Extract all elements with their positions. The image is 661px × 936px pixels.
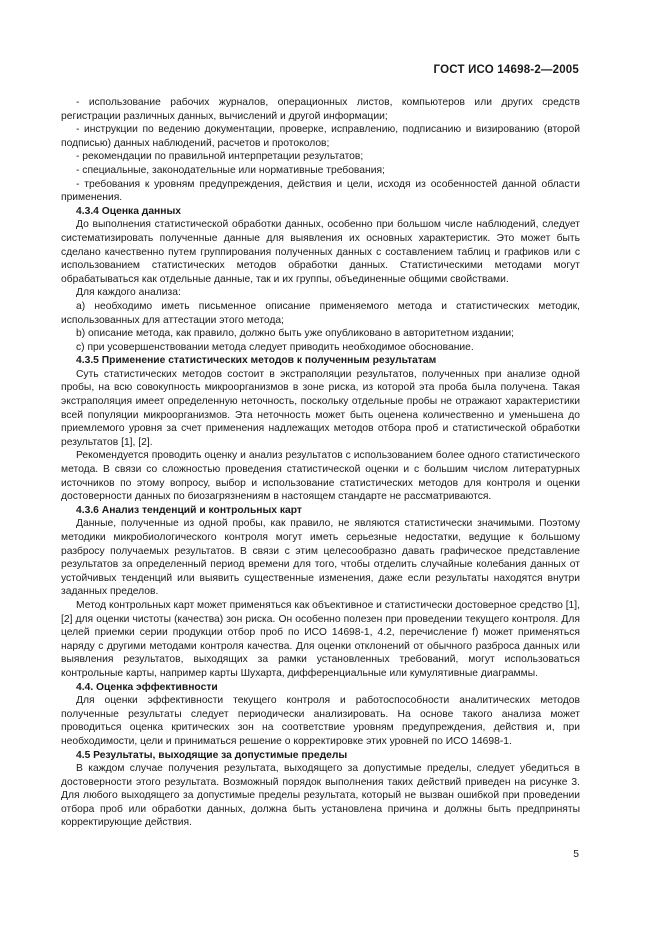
- page-number: 5: [573, 849, 579, 860]
- document-body: [61, 96, 580, 830]
- section-heading: 4.4. Оценка эффективности: [76, 681, 218, 693]
- paragraph: Суть статистических методов состоит в экстраполяции результатов, полученных при анализе одной пробы, на всю совокупность микроорганизмов в зоне риска, из которой эта проба была получена. Такая экстраполяция имеет определенную неточность, поскольку отдельные пробы не отражают характеристики всей популяции микроорганизмов. Эта неточность может быть оценена количественно и уменьшена до приемлемого уровня за счет применения надлежащих методов отбора проб и статистической обработки результатов [1], [2].: [61, 368, 580, 448]
- paragraph: - специальные, законодательные или нормативные требования;: [76, 164, 385, 176]
- paragraph: - инструкции по ведению документации, проверке, исправлению, подписанию и визированию (второй подписью) данных наблюдений, расчетов и протоколов;: [61, 124, 580, 149]
- section-heading: 4.3.6 Анализ тенденций и контрольных карт: [76, 504, 302, 516]
- paragraph: Данные, полученные из одной пробы, как правило, не являются статистически значимыми. Поэтому методики микробиологического контроля могут иметь серьезные недостатки, ведущие к большому разбросу получаемых результатов. В связи с этим целесообразно давать графическое представление результатов за определенный период времени для того, чтобы отделить случайные колебания данных от устойчивых тенденций или выявить существенные изменения, даже если результаты находятся внутри заданных пределов.: [61, 518, 580, 598]
- paragraph: a) необходимо иметь письменное описание применяемого метода и статистических методик, использованных для аттестации этого метода;: [61, 300, 580, 326]
- paragraph: Рекомендуется проводить оценку и анализ результатов с использованием более одного статистического метода. В связи со сложностью проведения статистической оценки и с большим числом литературных источников по этому вопросу, выбор и использование статистических методов для контроля и оценки достоверности данных по биозагрязнениям в настоящем стандарте не рассматриваются.: [61, 450, 580, 503]
- paragraph: b) описание метода, как правило, должно быть уже опубликовано в авторитетном издании;: [76, 328, 514, 340]
- paragraph: Для каждого анализа:: [76, 287, 181, 299]
- paragraph: - использование рабочих журналов, операционных листов, компьютеров или других средств регистрации различных данных, вычислений и другой информации;: [61, 97, 580, 122]
- paragraph: До выполнения статистической обработки данных, особенно при большом числе наблюдений, следует систематизировать полученные данные для выявления их основных характеристик. Это может быть сделано качественно путем группирования полученных данных с составлением таблиц и графиков или с использованием статистических методов обработки данных. Статистическими методами могут обрабатываться как отдельные данные, так и их группы, объединенные общими свойствами.: [61, 219, 580, 285]
- section-heading: 4.3.4 Оценка данных: [76, 205, 182, 217]
- paragraph: c) при усовершенствовании метода следует приводить необходимое обоснование.: [76, 341, 474, 353]
- section-heading: 4.5 Результаты, выходящие за допустимые пределы: [76, 749, 348, 761]
- document-header: ГОСТ ИСО 14698-2—2005: [433, 64, 579, 76]
- paragraph: Метод контрольных карт может применяться как объективное и статистически достоверное средство [1], [2] для оценки чистоты (качества) зон риска. Он особенно полезен при проведении текущего контроля. Для целей приемки серии продукции отбор проб по ИСО 14698-1, 4.2, перечисление f) может применяться наряду с другими методами контроля качества. Для оценки отклонений от обычного разброса данных или выявления результатов, выходящих за рамки установленных требований, могут использоваться контрольные карты, например карты Шухарта, дифференциальные или кумулятивные диаграммы.: [61, 599, 581, 679]
- paragraph: В каждом случае получения результата, выходящего за допустимые пределы, следует убедиться в достоверности этого результата. Возможный порядок выполнения таких действий приведен на рисунке 3. Для любого выходящего за допустимые пределы результата, который не вызван ошибкой при проведении отбора проб или обработки данных, должна быть установлена причина и должны быть предприняты корректирующие действия.: [61, 763, 580, 829]
- section-heading: 4.3.5 Применение статистических методов к полученным результатам: [76, 355, 437, 367]
- paragraph: - требования к уровням предупреждения, действия и цели, исходя из особенностей данной области применения.: [61, 178, 580, 204]
- paragraph: Для оценки эффективности текущего контроля и работоспособности аналитических методов полученные результаты следует периодически анализировать. На основе такого анализа может проводиться оценка критических зон на соответствие уровням предупреждения, действия и, при необходимости, цели и приниматься решение о корректировке этих уровней по ИСО 14698-1.: [61, 695, 580, 747]
- paragraph: - рекомендации по правильной интерпретации результатов;: [76, 151, 364, 163]
